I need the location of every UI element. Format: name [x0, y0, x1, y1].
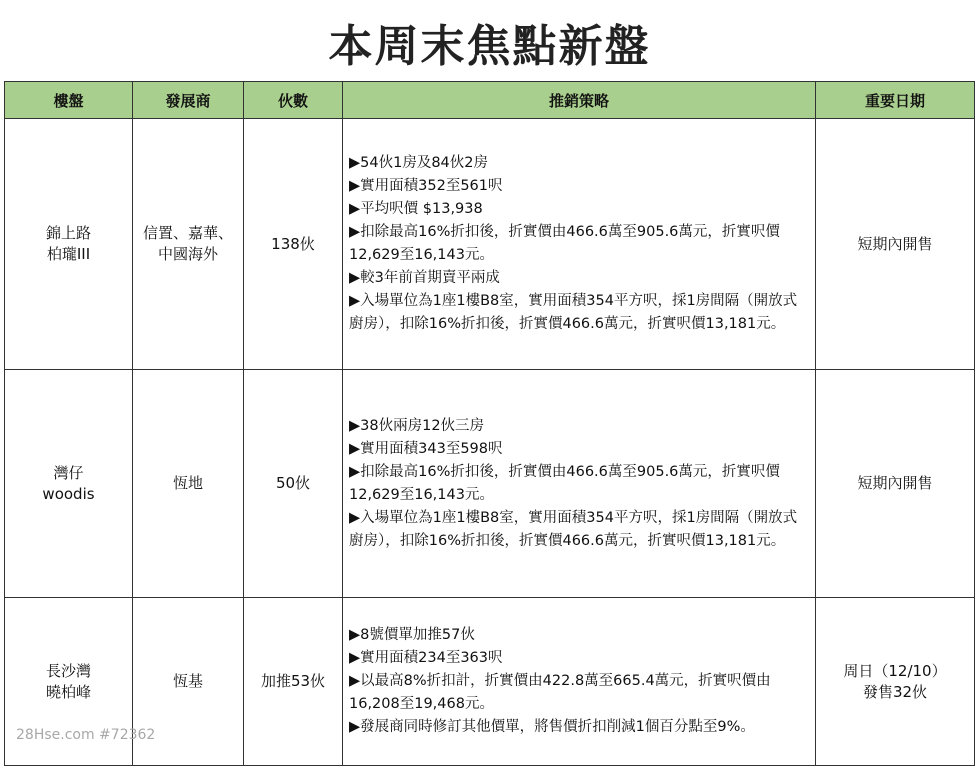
strategy-point: ▶ 實用面積352至561呎 — [349, 175, 809, 198]
strategy-point: ▶ 38伙兩房12伙三房 — [349, 415, 809, 438]
strategy-point: ▶ 入場單位為1座1樓B8室，實用面積354平方呎，採1房間隔（開放式廚房），扣除16%折扣後，折實價466.6萬元，折實呎價13,181元。 — [349, 290, 809, 336]
strategy-point: ▶ 發展商同時修訂其他價單，將售價折扣削減1個百分點至9%。 — [349, 716, 809, 739]
strategy-point: ▶ 入場單位為1座1樓B8室，實用面積354平方呎，採1房間隔（開放式廚房），扣除16%折扣後，折實價466.6萬元，折實呎價13,181元。 — [349, 507, 809, 553]
project-name-line: 錦上路 — [45, 224, 91, 242]
project-name-line: 曉柏峰 — [45, 682, 91, 701]
project-name-line: woodis — [42, 484, 95, 503]
project-name-line: 灣仔 — [53, 463, 84, 482]
developer-line: 信置、嘉華、 — [142, 224, 233, 242]
developer-cell — [133, 370, 244, 598]
developer-line: 中國海外 — [157, 245, 218, 263]
strategy-point: ▶ 較3年前首期賣平兩成 — [349, 267, 809, 290]
header-strategy: 推銷策略 — [343, 82, 816, 119]
strategy-point: ▶ 以最高8%折扣計，折實價由422.8萬至665.4萬元，折實呎價由16,208至19,468元。 — [349, 670, 809, 716]
date-cell — [816, 119, 975, 370]
header-project: 樓盤 — [5, 82, 133, 119]
date-cell — [816, 370, 975, 598]
project-cell — [5, 119, 133, 370]
developer-line: 恆基 — [172, 672, 203, 690]
date-line: 短期內開售 — [857, 234, 933, 253]
strategy-cell — [343, 370, 816, 598]
developer-cell — [133, 119, 244, 370]
table-header-row — [5, 82, 975, 119]
header-developer: 發展商 — [133, 82, 244, 119]
page-title: 本周末焦點新盤 — [328, 21, 651, 72]
project-name-line: 長沙灣 — [45, 661, 91, 680]
units-cell: 50伙 — [244, 370, 343, 598]
strategy-point: ▶ 平均呎價 $13,938 — [349, 198, 809, 221]
date-line: 短期內開售 — [857, 474, 933, 492]
new-projects-table — [4, 81, 975, 766]
header-units: 伙數 — [244, 82, 343, 119]
developer-line: 恆地 — [172, 474, 203, 492]
project-name-line: 柏瓏III — [46, 245, 91, 263]
date-line: 發售32伙 — [862, 682, 928, 701]
strategy-point: ▶ 扣除最高16%折扣後，折實價由466.6萬至905.6萬元，折實呎價12,629至16,143元。 — [349, 221, 809, 267]
units-cell: 加推53伙 — [244, 598, 343, 766]
strategy-point: ▶ 8號價單加推57伙 — [349, 624, 809, 647]
date-cell — [816, 598, 975, 766]
units-cell: 138伙 — [244, 119, 343, 370]
strategy-point: ▶ 實用面積343至598呎 — [349, 438, 809, 461]
strategy-point: ▶ 54伙1房及84伙2房 — [349, 152, 809, 175]
header-key-date: 重要日期 — [816, 82, 975, 119]
project-cell — [5, 370, 133, 598]
strategy-point: ▶ 實用面積234至363呎 — [349, 647, 809, 670]
table-row — [5, 370, 975, 598]
date-line: 周日（12/10） — [843, 661, 947, 680]
strategy-point: ▶ 扣除最高16%折扣後，折實價由466.6萬至905.6萬元，折實呎價12,629至16,143元。 — [349, 461, 809, 507]
strategy-cell — [343, 119, 816, 370]
watermark: 28Hse.com #72362 — [16, 727, 156, 743]
table-row — [5, 119, 975, 370]
strategy-cell — [343, 598, 816, 766]
